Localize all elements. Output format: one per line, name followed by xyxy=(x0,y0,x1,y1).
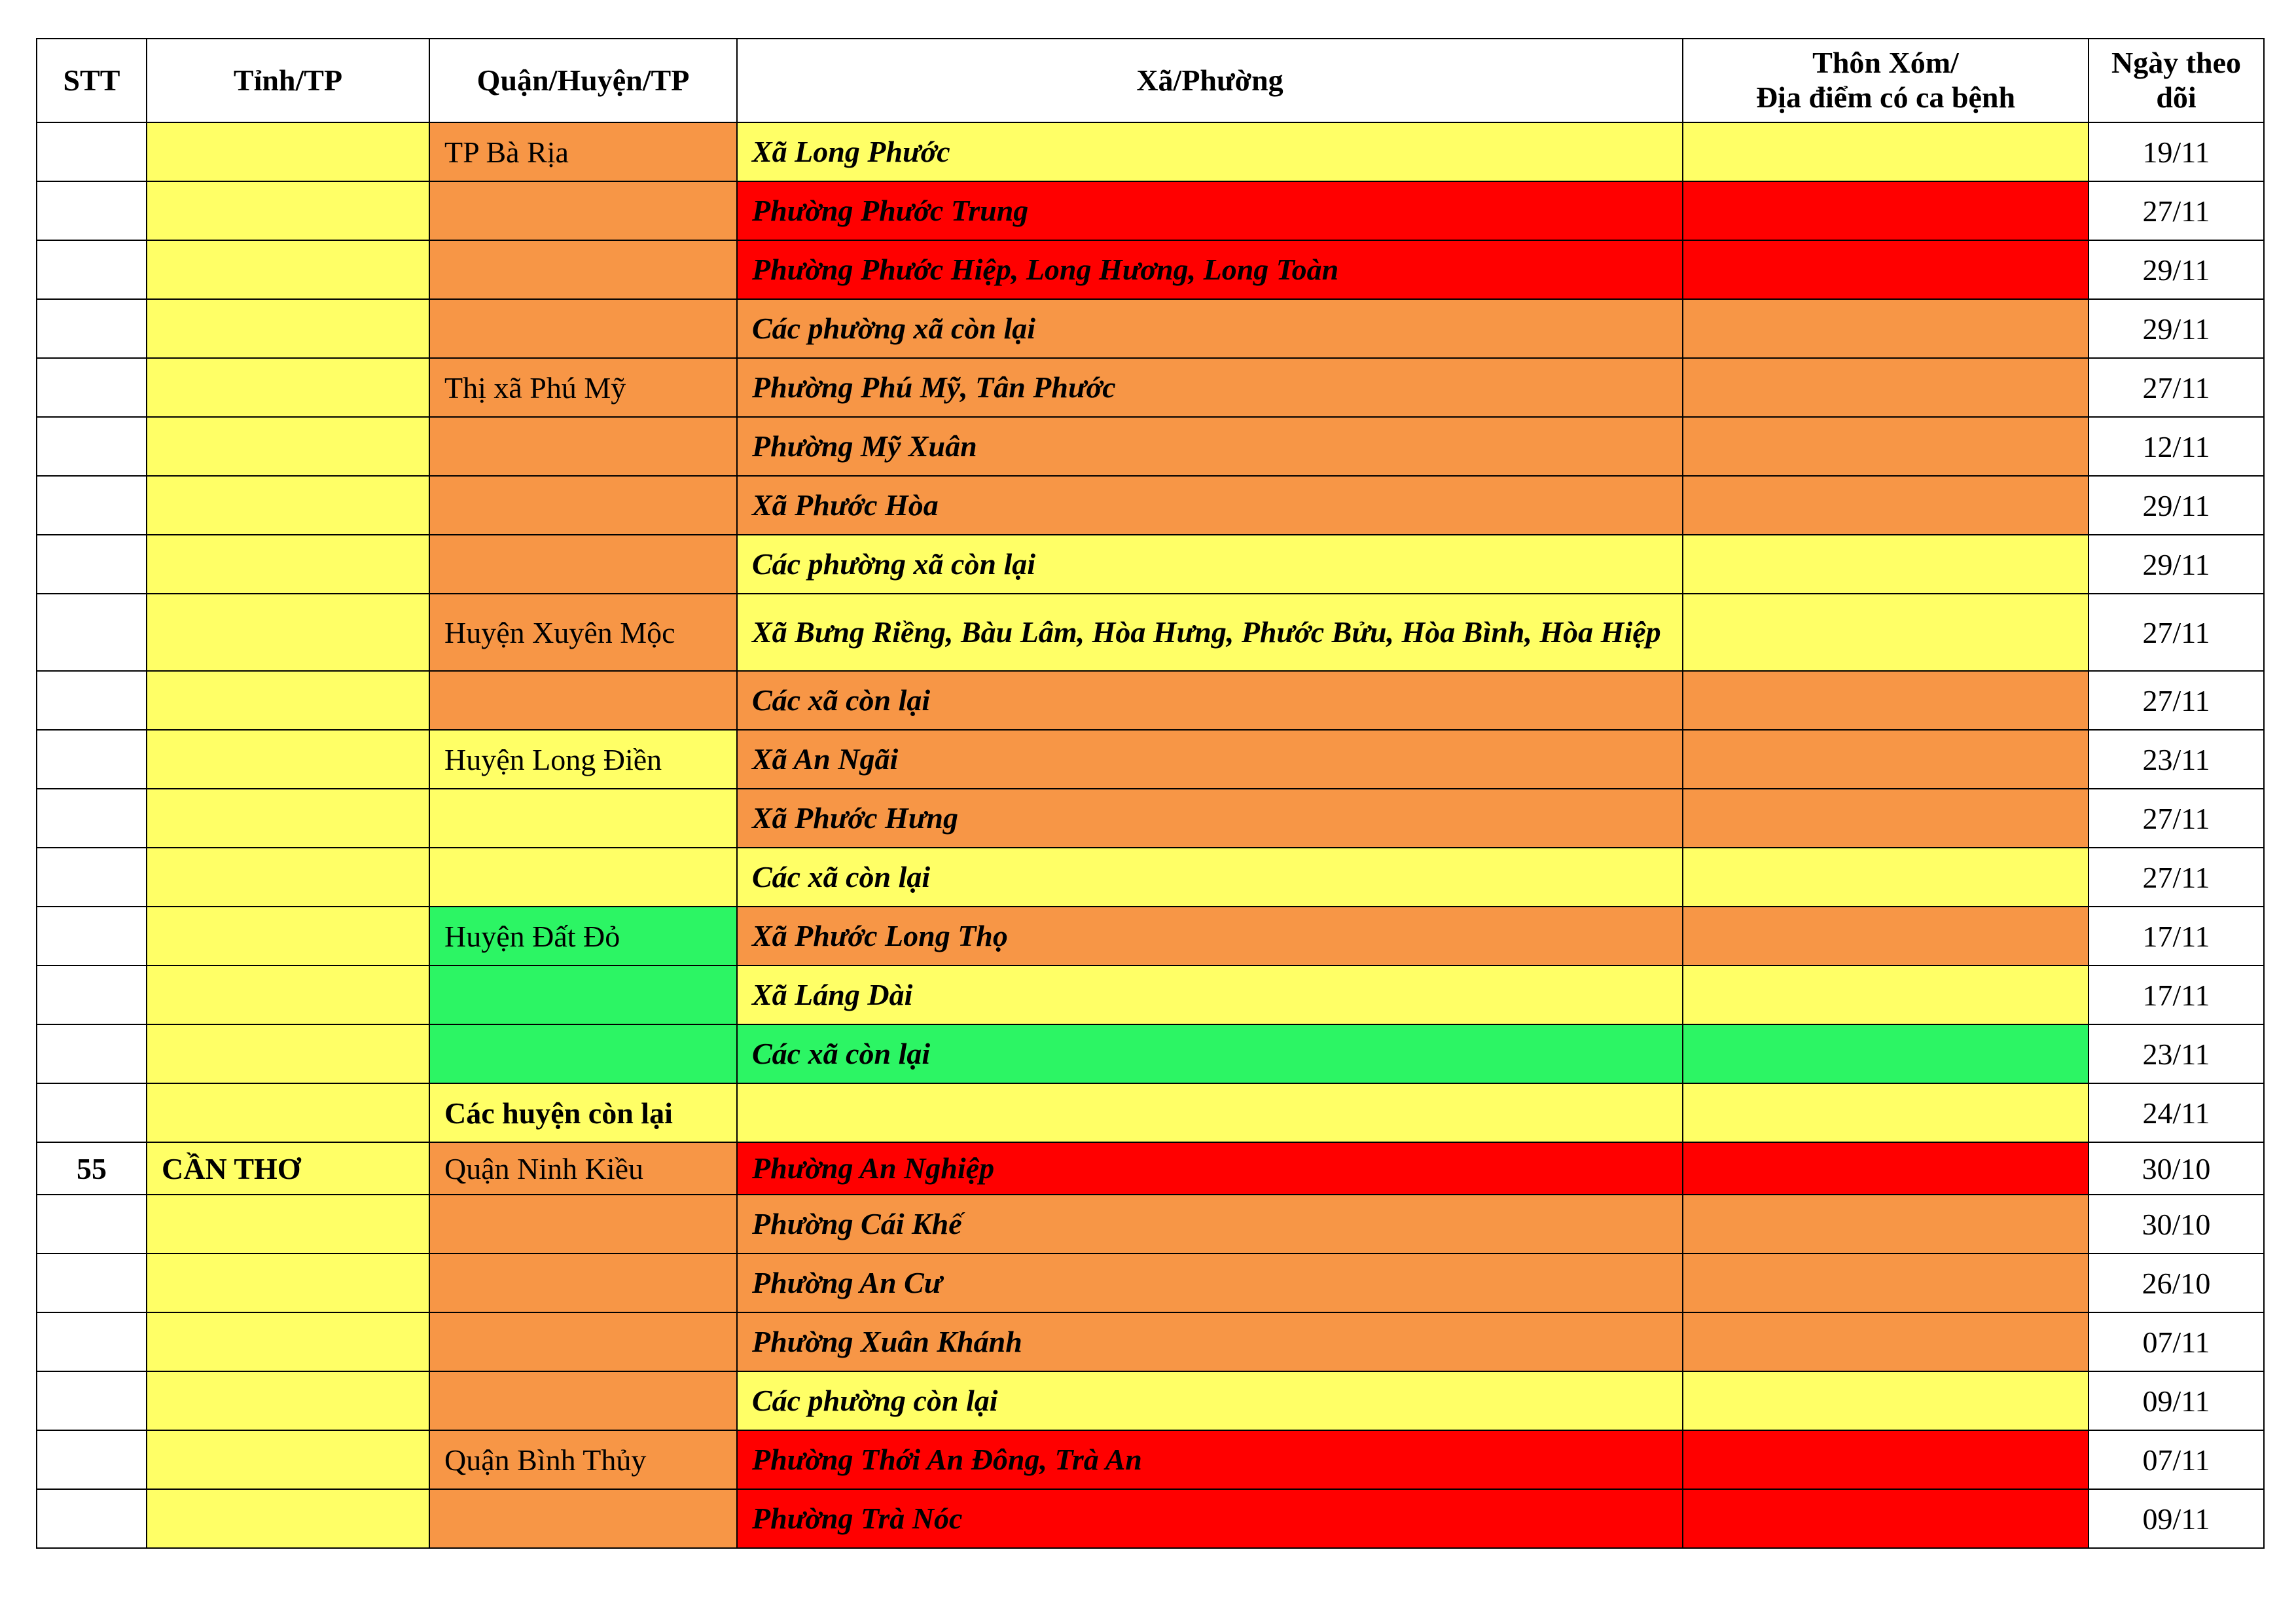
cell-province xyxy=(147,730,429,789)
cell-ward: Phường Xuân Khánh xyxy=(737,1312,1683,1371)
cell-date: 29/11 xyxy=(2089,299,2264,358)
cell-stt xyxy=(37,671,147,730)
table-row xyxy=(37,1142,2264,1195)
cell-stt xyxy=(37,1312,147,1371)
cell-district xyxy=(429,848,737,907)
cell-date: 30/10 xyxy=(2089,1195,2264,1254)
table-row xyxy=(37,535,2264,594)
cell-district xyxy=(429,417,737,476)
cell-hamlet xyxy=(1683,299,2089,358)
cell-district xyxy=(429,299,737,358)
cell-district: Quận Ninh Kiều xyxy=(429,1142,737,1195)
cell-ward xyxy=(737,1083,1683,1142)
cell-hamlet xyxy=(1683,122,2089,181)
cell-province xyxy=(147,671,429,730)
cell-district xyxy=(429,1024,737,1083)
cell-stt xyxy=(37,240,147,299)
cell-province xyxy=(147,1024,429,1083)
cell-hamlet xyxy=(1683,417,2089,476)
cell-province: CẦN THƠ xyxy=(147,1142,429,1195)
header-hamlet-line2: Địa điểm có ca bệnh xyxy=(1755,81,2016,114)
cell-province xyxy=(147,1254,429,1312)
cell-district: Huyện Long Điền xyxy=(429,730,737,789)
cell-district: Huyện Xuyên Mộc xyxy=(429,594,737,671)
table-row xyxy=(37,181,2264,240)
cell-province xyxy=(147,476,429,535)
table-row xyxy=(37,848,2264,907)
cell-ward: Các xã còn lại xyxy=(737,671,1683,730)
table-row xyxy=(37,730,2264,789)
cell-stt xyxy=(37,594,147,671)
cell-ward: Phường Thới An Đông, Trà An xyxy=(737,1430,1683,1489)
cell-stt xyxy=(37,1195,147,1254)
cell-stt xyxy=(37,965,147,1024)
cell-hamlet xyxy=(1683,789,2089,848)
cell-hamlet xyxy=(1683,1371,2089,1430)
cell-province xyxy=(147,907,429,965)
cell-date: 09/11 xyxy=(2089,1371,2264,1430)
cell-date: 29/11 xyxy=(2089,476,2264,535)
cell-date: 07/11 xyxy=(2089,1430,2264,1489)
cell-date: 29/11 xyxy=(2089,535,2264,594)
cell-hamlet xyxy=(1683,1083,2089,1142)
cell-hamlet xyxy=(1683,730,2089,789)
cell-date: 12/11 xyxy=(2089,417,2264,476)
cell-district xyxy=(429,476,737,535)
cell-hamlet xyxy=(1683,1195,2089,1254)
table-row xyxy=(37,1312,2264,1371)
header-district: Quận/Huyện/TP xyxy=(429,39,737,122)
cell-province xyxy=(147,240,429,299)
cell-stt xyxy=(37,789,147,848)
cell-stt xyxy=(37,730,147,789)
cell-hamlet xyxy=(1683,1254,2089,1312)
cell-date: 17/11 xyxy=(2089,907,2264,965)
cell-stt xyxy=(37,358,147,417)
table-row xyxy=(37,789,2264,848)
cell-stt xyxy=(37,299,147,358)
cell-ward: Các xã còn lại xyxy=(737,1024,1683,1083)
cell-date: 27/11 xyxy=(2089,181,2264,240)
cell-district xyxy=(429,1195,737,1254)
cell-date: 23/11 xyxy=(2089,1024,2264,1083)
cell-stt xyxy=(37,1371,147,1430)
table-row xyxy=(37,122,2264,181)
table-row xyxy=(37,1254,2264,1312)
cell-ward: Xã Phước Hưng xyxy=(737,789,1683,848)
cell-district xyxy=(429,1254,737,1312)
cell-district xyxy=(429,671,737,730)
table-row xyxy=(37,1083,2264,1142)
cell-province xyxy=(147,535,429,594)
cell-hamlet xyxy=(1683,1142,2089,1195)
cell-stt xyxy=(37,476,147,535)
cell-province xyxy=(147,1489,429,1548)
cell-stt: 55 xyxy=(37,1142,147,1195)
cell-province xyxy=(147,358,429,417)
cell-district xyxy=(429,1489,737,1548)
cell-date: 19/11 xyxy=(2089,122,2264,181)
cell-hamlet xyxy=(1683,965,2089,1024)
outbreak-table xyxy=(36,38,2265,1549)
cell-hamlet xyxy=(1683,358,2089,417)
cell-date: 07/11 xyxy=(2089,1312,2264,1371)
cell-stt xyxy=(37,122,147,181)
cell-province xyxy=(147,1312,429,1371)
cell-stt xyxy=(37,417,147,476)
cell-ward: Các phường xã còn lại xyxy=(737,299,1683,358)
header-stt: STT xyxy=(37,39,147,122)
cell-district xyxy=(429,965,737,1024)
cell-hamlet xyxy=(1683,240,2089,299)
cell-date: 27/11 xyxy=(2089,358,2264,417)
table-row xyxy=(37,1024,2264,1083)
header-ward: Xã/Phường xyxy=(737,39,1683,122)
cell-ward: Xã Bưng Riềng, Bàu Lâm, Hòa Hưng, Phước Bửu, Hòa Bình, Hòa Hiệp xyxy=(737,594,1683,671)
cell-district: Quận Bình Thủy xyxy=(429,1430,737,1489)
table-row xyxy=(37,1489,2264,1548)
header-province: Tỉnh/TP xyxy=(147,39,429,122)
table-row xyxy=(37,907,2264,965)
cell-stt xyxy=(37,1083,147,1142)
cell-province xyxy=(147,965,429,1024)
cell-ward: Xã An Ngãi xyxy=(737,730,1683,789)
cell-ward: Phường Phước Hiệp, Long Hương, Long Toàn xyxy=(737,240,1683,299)
cell-ward: Phường Cái Khế xyxy=(737,1195,1683,1254)
cell-date: 24/11 xyxy=(2089,1083,2264,1142)
cell-date: 17/11 xyxy=(2089,965,2264,1024)
cell-province xyxy=(147,417,429,476)
cell-hamlet xyxy=(1683,1489,2089,1548)
table-body xyxy=(37,122,2264,1548)
cell-ward: Xã Láng Dài xyxy=(737,965,1683,1024)
cell-ward: Các phường xã còn lại xyxy=(737,535,1683,594)
cell-province xyxy=(147,789,429,848)
cell-stt xyxy=(37,1489,147,1548)
cell-date: 27/11 xyxy=(2089,594,2264,671)
cell-ward: Xã Phước Hòa xyxy=(737,476,1683,535)
cell-stt xyxy=(37,181,147,240)
cell-hamlet xyxy=(1683,1024,2089,1083)
cell-ward: Xã Phước Long Thọ xyxy=(737,907,1683,965)
cell-stt xyxy=(37,1254,147,1312)
cell-stt xyxy=(37,535,147,594)
cell-date: 29/11 xyxy=(2089,240,2264,299)
cell-date: 30/10 xyxy=(2089,1142,2264,1195)
cell-ward: Phường Trà Nóc xyxy=(737,1489,1683,1548)
cell-hamlet xyxy=(1683,907,2089,965)
cell-date: 09/11 xyxy=(2089,1489,2264,1548)
table-row xyxy=(37,1195,2264,1254)
header-date: Ngày theo dõi xyxy=(2089,39,2264,122)
table-row xyxy=(37,1371,2264,1430)
table-row xyxy=(37,358,2264,417)
cell-district: TP Bà Rịa xyxy=(429,122,737,181)
table-row xyxy=(37,299,2264,358)
cell-district xyxy=(429,181,737,240)
cell-ward: Phường An Nghiệp xyxy=(737,1142,1683,1195)
cell-district: Huyện Đất Đỏ xyxy=(429,907,737,965)
header-hamlet-line1: Thôn Xóm/ xyxy=(1812,46,1959,80)
table-row xyxy=(37,965,2264,1024)
cell-hamlet xyxy=(1683,1430,2089,1489)
cell-hamlet xyxy=(1683,1312,2089,1371)
cell-stt xyxy=(37,848,147,907)
cell-province xyxy=(147,848,429,907)
cell-province xyxy=(147,594,429,671)
cell-district: Các huyện còn lại xyxy=(429,1083,737,1142)
cell-hamlet xyxy=(1683,476,2089,535)
cell-date: 27/11 xyxy=(2089,671,2264,730)
cell-district xyxy=(429,1312,737,1371)
table-row xyxy=(37,240,2264,299)
cell-district: Thị xã Phú Mỹ xyxy=(429,358,737,417)
cell-ward: Phường Mỹ Xuân xyxy=(737,417,1683,476)
table-row xyxy=(37,671,2264,730)
cell-province xyxy=(147,1371,429,1430)
cell-ward: Phường Phú Mỹ, Tân Phước xyxy=(737,358,1683,417)
cell-date: 27/11 xyxy=(2089,848,2264,907)
cell-hamlet xyxy=(1683,671,2089,730)
cell-ward: Phường An Cư xyxy=(737,1254,1683,1312)
cell-hamlet xyxy=(1683,535,2089,594)
cell-date: 27/11 xyxy=(2089,789,2264,848)
table-row xyxy=(37,417,2264,476)
cell-ward: Phường Phước Trung xyxy=(737,181,1683,240)
cell-date: 26/10 xyxy=(2089,1254,2264,1312)
table-row xyxy=(37,594,2264,671)
cell-province xyxy=(147,1430,429,1489)
cell-stt xyxy=(37,1430,147,1489)
cell-province xyxy=(147,1083,429,1142)
cell-stt xyxy=(37,907,147,965)
cell-district xyxy=(429,535,737,594)
cell-ward: Xã Long Phước xyxy=(737,122,1683,181)
cell-district xyxy=(429,240,737,299)
table-row xyxy=(37,476,2264,535)
header-hamlet xyxy=(1683,39,2089,122)
cell-district xyxy=(429,789,737,848)
table-row xyxy=(37,1430,2264,1489)
cell-hamlet xyxy=(1683,181,2089,240)
cell-hamlet xyxy=(1683,848,2089,907)
cell-province xyxy=(147,122,429,181)
cell-date: 23/11 xyxy=(2089,730,2264,789)
header-row xyxy=(37,39,2264,122)
cell-province xyxy=(147,1195,429,1254)
cell-province xyxy=(147,181,429,240)
cell-ward: Các xã còn lại xyxy=(737,848,1683,907)
cell-hamlet xyxy=(1683,594,2089,671)
cell-district xyxy=(429,1371,737,1430)
cell-province xyxy=(147,299,429,358)
cell-stt xyxy=(37,1024,147,1083)
cell-ward: Các phường còn lại xyxy=(737,1371,1683,1430)
